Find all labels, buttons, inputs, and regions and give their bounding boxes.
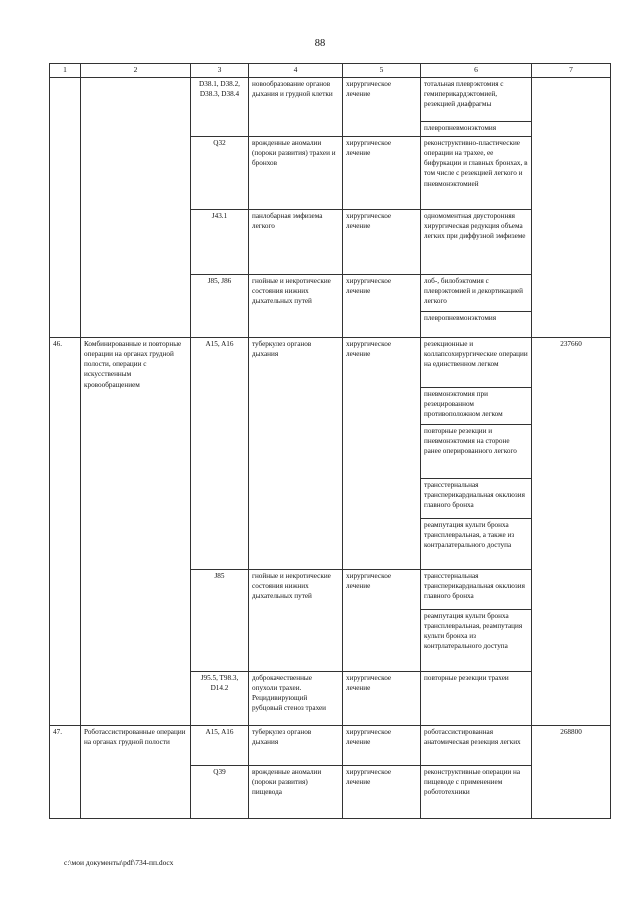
header-col-6: 6	[421, 64, 532, 78]
table-row	[50, 337, 611, 387]
treatment-method: роботассистированная анатомическая резекция легких	[421, 725, 532, 765]
treatment-method: повторные резекции и пневмонэктомия на стороне ранее оперированного легкого	[421, 424, 532, 478]
treatment-method: повторные резекции трахеи	[421, 671, 532, 725]
header-col-5: 5	[343, 64, 421, 78]
group-name: Комбинированные и повторные операции на органах грудной полости, операции с искусственным кровообращением	[81, 337, 191, 725]
patient-model: туберкулез органов дыхания	[249, 725, 343, 765]
patient-model: панлобарная эмфизема легкого	[249, 209, 343, 274]
treatment-method: реконструктивные операции на пищеводе с применением робототехники	[421, 765, 532, 818]
treatment-kind: хирургическое лечение	[343, 209, 421, 274]
patient-model: туберкулез органов дыхания	[249, 337, 343, 569]
group-name	[81, 77, 191, 337]
diagnosis-code: D38.1, D38.2, D38.3, D38.4	[191, 77, 249, 136]
table-row	[50, 725, 611, 765]
treatment-method: плевропневмонэктомия	[421, 121, 532, 136]
treatment-kind: хирургическое лечение	[343, 569, 421, 671]
treatment-method: реампутация культи бронха трансплевральная, реампутация культи бронха из контрлатерального доступа	[421, 609, 532, 671]
treatment-method: трансстернальная трансперикардиальная окклюзия главного бронха	[421, 569, 532, 609]
diagnosis-code: J95.5, T98.3, D14.2	[191, 671, 249, 725]
treatment-kind: хирургическое лечение	[343, 274, 421, 337]
header-col-1: 1	[50, 64, 81, 78]
header-col-7: 7	[532, 64, 611, 78]
diagnosis-code: J85	[191, 569, 249, 671]
group-number: 47.	[50, 725, 81, 818]
treatment-method: лоб-, билобэктомия с плеврэктомией и декортикацией легкого	[421, 274, 532, 311]
diagnosis-code: Q39	[191, 765, 249, 818]
treatment-kind: хирургическое лечение	[343, 136, 421, 209]
treatment-method: реампутация культи бронха трансплевральная, а также из контралатерального доступа	[421, 518, 532, 569]
treatment-kind: хирургическое лечение	[343, 671, 421, 725]
page-number: 88	[314, 38, 326, 49]
patient-model: гнойные и некротические состояния нижних дыхательных путей	[249, 569, 343, 671]
treatment-method: пневмонэктомия при резецированном противоположном легком	[421, 387, 532, 424]
header-col-2: 2	[81, 64, 191, 78]
diagnosis-code: J85, J86	[191, 274, 249, 337]
treatment-method: трансстернальная трансперикардиальная окклюзия главного бронха	[421, 478, 532, 518]
footer-file-path: c:\мои документы\pdf\734-пп.docx	[64, 858, 174, 867]
table-row	[50, 77, 611, 121]
header-col-4: 4	[249, 64, 343, 78]
group-price: 237660	[532, 337, 611, 725]
diagnosis-code: Q32	[191, 136, 249, 209]
diagnosis-code: A15, A16	[191, 725, 249, 765]
group-price: 268800	[532, 725, 611, 818]
patient-model: новообразование органов дыхания и грудной клетки	[249, 77, 343, 136]
treatment-kind: хирургическое лечение	[343, 337, 421, 569]
treatment-kind: хирургическое лечение	[343, 765, 421, 818]
group-name: Роботассистированные операции на органах грудной полости	[81, 725, 191, 818]
patient-model: врожденные аномалии (пороки развития) трахеи и бронхов	[249, 136, 343, 209]
treatment-method: тотальная плеврэктомия с гемиперикардэктомией, резекцией диафрагмы	[421, 77, 532, 121]
treatment-method: одномоментная двусторонняя хирургическая редукция объема легких при диффузной эмфиземе	[421, 209, 532, 274]
patient-model: доброкачественные опухоли трахеи. Рецидивирующий рубцовый стеноз трахеи	[249, 671, 343, 725]
group-number: 46.	[50, 337, 81, 725]
treatment-kind: хирургическое лечение	[343, 725, 421, 765]
table-header-row	[50, 64, 611, 78]
group-number	[50, 77, 81, 337]
group-price	[532, 77, 611, 337]
treatment-method: резекционные и коллапсохирургические операции на единственном легком	[421, 337, 532, 387]
treatment-method: плевропневмонэктомия	[421, 311, 532, 337]
diagnosis-code: J43.1	[191, 209, 249, 274]
patient-model: гнойные и некротические состояния нижних дыхательных путей	[249, 274, 343, 337]
diagnosis-code: A15, A16	[191, 337, 249, 569]
treatment-method: реконструктивно-пластические операции на трахее, ее бифуркации и главных бронхах, в том числе с резекцией легкого и пневмонэктомией	[421, 136, 532, 209]
patient-model: врожденные аномалии (пороки развития) пищевода	[249, 765, 343, 818]
treatment-kind: хирургическое лечение	[343, 77, 421, 136]
header-col-3: 3	[191, 64, 249, 78]
procedures-table	[49, 63, 611, 819]
